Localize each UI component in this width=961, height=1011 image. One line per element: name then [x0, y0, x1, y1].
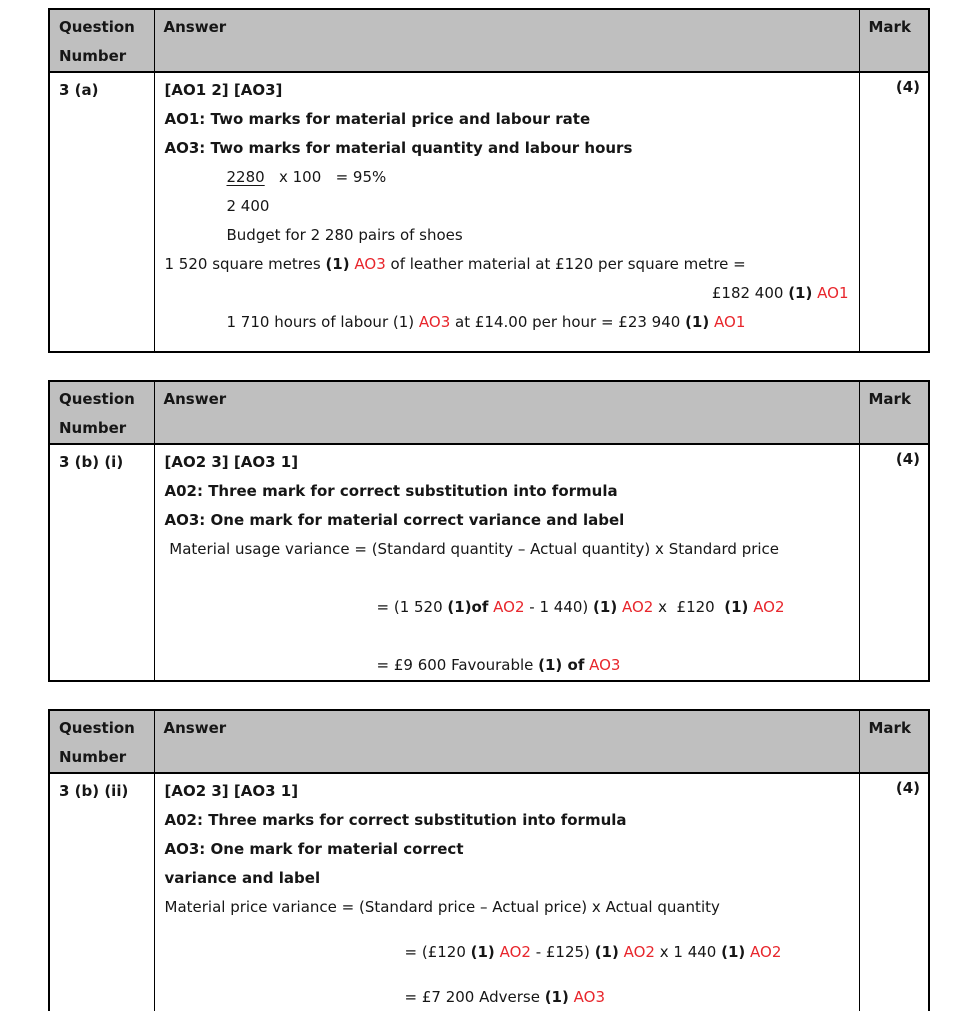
- answer-line: [165, 777, 849, 806]
- answer-line: [165, 806, 849, 835]
- answer-text: 1 520 square metres: [164, 255, 326, 273]
- mark-header: Mark: [859, 710, 929, 773]
- answer-text: AO3: One mark for material correct variance and label: [164, 511, 625, 529]
- answer-text: (1): [544, 988, 569, 1006]
- question-number-header: Question Number: [49, 381, 154, 444]
- mark-value: (4): [895, 450, 920, 468]
- answer-text: (1): [325, 255, 350, 273]
- answer-text: [AO2 3] [AO3 1]: [164, 453, 299, 471]
- mark-scheme-table-3bi: [48, 380, 930, 682]
- answer-text: Material usage variance = (Standard quantity – Actual quantity) x Standard price: [164, 540, 780, 558]
- answer-line: [165, 835, 849, 864]
- answer-text: Material price variance = (Standard price – Actual price) x Actual quantity: [164, 898, 720, 916]
- answer-line: [165, 477, 849, 506]
- answer-line-spacer: [165, 622, 849, 651]
- ao-reference: AO2: [499, 943, 531, 961]
- answer-line: [165, 983, 849, 1011]
- answer-text: A02: Three marks for correct substitution into formula: [164, 811, 627, 829]
- mark-cell: [859, 444, 929, 681]
- question-number-cell: 3 (a): [49, 72, 154, 352]
- answer-header: Answer: [154, 381, 859, 444]
- answer-text: at £14.00 per hour = £23 940: [450, 313, 686, 331]
- answer-text: (1) of: [538, 656, 585, 674]
- answer-line: [165, 308, 849, 337]
- answer-line-spacer: [165, 564, 849, 593]
- answer-text: Budget for 2 280 pairs of shoes: [226, 226, 463, 244]
- answer-line: [165, 163, 849, 192]
- table-body-row: [49, 72, 929, 352]
- mark-value: (4): [895, 78, 920, 96]
- answer-text: = (£120: [404, 943, 471, 961]
- answer-text: (1): [594, 943, 619, 961]
- answer-text: (1): [470, 943, 495, 961]
- ao-reference: AO3: [573, 988, 605, 1006]
- table-header-row: [49, 381, 929, 444]
- ao-reference: AO3: [589, 656, 621, 674]
- answer-text: AO1: Two marks for material price and labour rate: [164, 110, 591, 128]
- answer-text: [AO2 3] [AO3 1]: [164, 782, 299, 800]
- answer-line: [165, 448, 849, 477]
- answer-text: (1)of: [447, 598, 489, 616]
- answer-text: (1): [721, 943, 746, 961]
- mark-cell: [859, 773, 929, 1011]
- ao-reference: AO3: [354, 255, 386, 273]
- ao-reference: AO2: [621, 598, 654, 616]
- answer-text: (1): [685, 313, 710, 331]
- answer-cell: [154, 773, 859, 1011]
- answer-line: [165, 221, 849, 250]
- answer-text: (1): [724, 598, 749, 616]
- question-number-cell: 3 (b) (i): [49, 444, 154, 681]
- answer-text: of leather material at £120 per square metre =: [385, 255, 746, 273]
- ao-reference: AO2: [623, 943, 655, 961]
- answer-text: - £125): [530, 943, 595, 961]
- mark-scheme-table-3a: [48, 8, 930, 353]
- answer-line: [165, 279, 849, 308]
- answer-line: [165, 105, 849, 134]
- answer-text: AO3: One mark for material correct: [164, 840, 464, 858]
- mark-header: Mark: [859, 9, 929, 72]
- question-number-header: Question Number: [49, 710, 154, 773]
- answer-text: variance and label: [164, 869, 321, 887]
- answer-header: Answer: [154, 9, 859, 72]
- ao-reference: AO2: [753, 598, 785, 616]
- table-header-row: [49, 9, 929, 72]
- ao-reference: AO1: [817, 284, 849, 302]
- ao-reference: AO2: [493, 598, 525, 616]
- answer-text: 1 710 hours of labour (1): [226, 313, 419, 331]
- answer-text: x 1 440: [654, 943, 722, 961]
- answer-text: = £7 200 Adverse: [404, 988, 545, 1006]
- answer-line: [165, 535, 849, 564]
- mark-header: Mark: [859, 381, 929, 444]
- mark-cell: [859, 72, 929, 352]
- answer-line: [165, 250, 849, 279]
- table-body-row: [49, 444, 929, 681]
- answer-line: [165, 893, 849, 922]
- ao-reference: AO2: [750, 943, 782, 961]
- answer-text: 2 400: [226, 197, 270, 215]
- answer-text: (1): [788, 284, 813, 302]
- answer-line-spacer: [165, 967, 849, 983]
- answer-header: Answer: [154, 710, 859, 773]
- answer-text: = £9 600 Favourable: [376, 656, 539, 674]
- answer-text: = (1 520: [376, 598, 448, 616]
- question-number-header: Question Number: [49, 9, 154, 72]
- answer-line: [165, 864, 849, 893]
- answer-text: (1): [593, 598, 618, 616]
- answer-line: [165, 506, 849, 535]
- answer-text: 2280: [226, 168, 265, 186]
- answer-text: [AO1 2] [AO3]: [164, 81, 283, 99]
- answer-line: [165, 938, 849, 967]
- answer-line: [165, 651, 849, 680]
- answer-text: x 100 = 95%: [264, 168, 387, 186]
- answer-text: x £120: [653, 598, 725, 616]
- answer-text: A02: Three mark for correct substitution into formula: [164, 482, 618, 500]
- question-number-cell: 3 (b) (ii): [49, 773, 154, 1011]
- mark-value: (4): [895, 779, 920, 797]
- answer-line: [165, 76, 849, 105]
- answer-text: - 1 440): [524, 598, 594, 616]
- ao-reference: AO1: [714, 313, 746, 331]
- answer-line: [165, 134, 849, 163]
- answer-text: AO3: Two marks for material quantity and labour hours: [164, 139, 633, 157]
- ao-reference: AO3: [418, 313, 451, 331]
- answer-cell: [154, 72, 859, 352]
- table-body-row: [49, 773, 929, 1011]
- answer-cell: [154, 444, 859, 681]
- answer-line: [165, 593, 849, 622]
- table-header-row: [49, 710, 929, 773]
- mark-scheme-table-3bii: [48, 709, 930, 1011]
- answer-line: [165, 192, 849, 221]
- answer-line-spacer: [165, 922, 849, 938]
- answer-text: £182 400: [711, 284, 789, 302]
